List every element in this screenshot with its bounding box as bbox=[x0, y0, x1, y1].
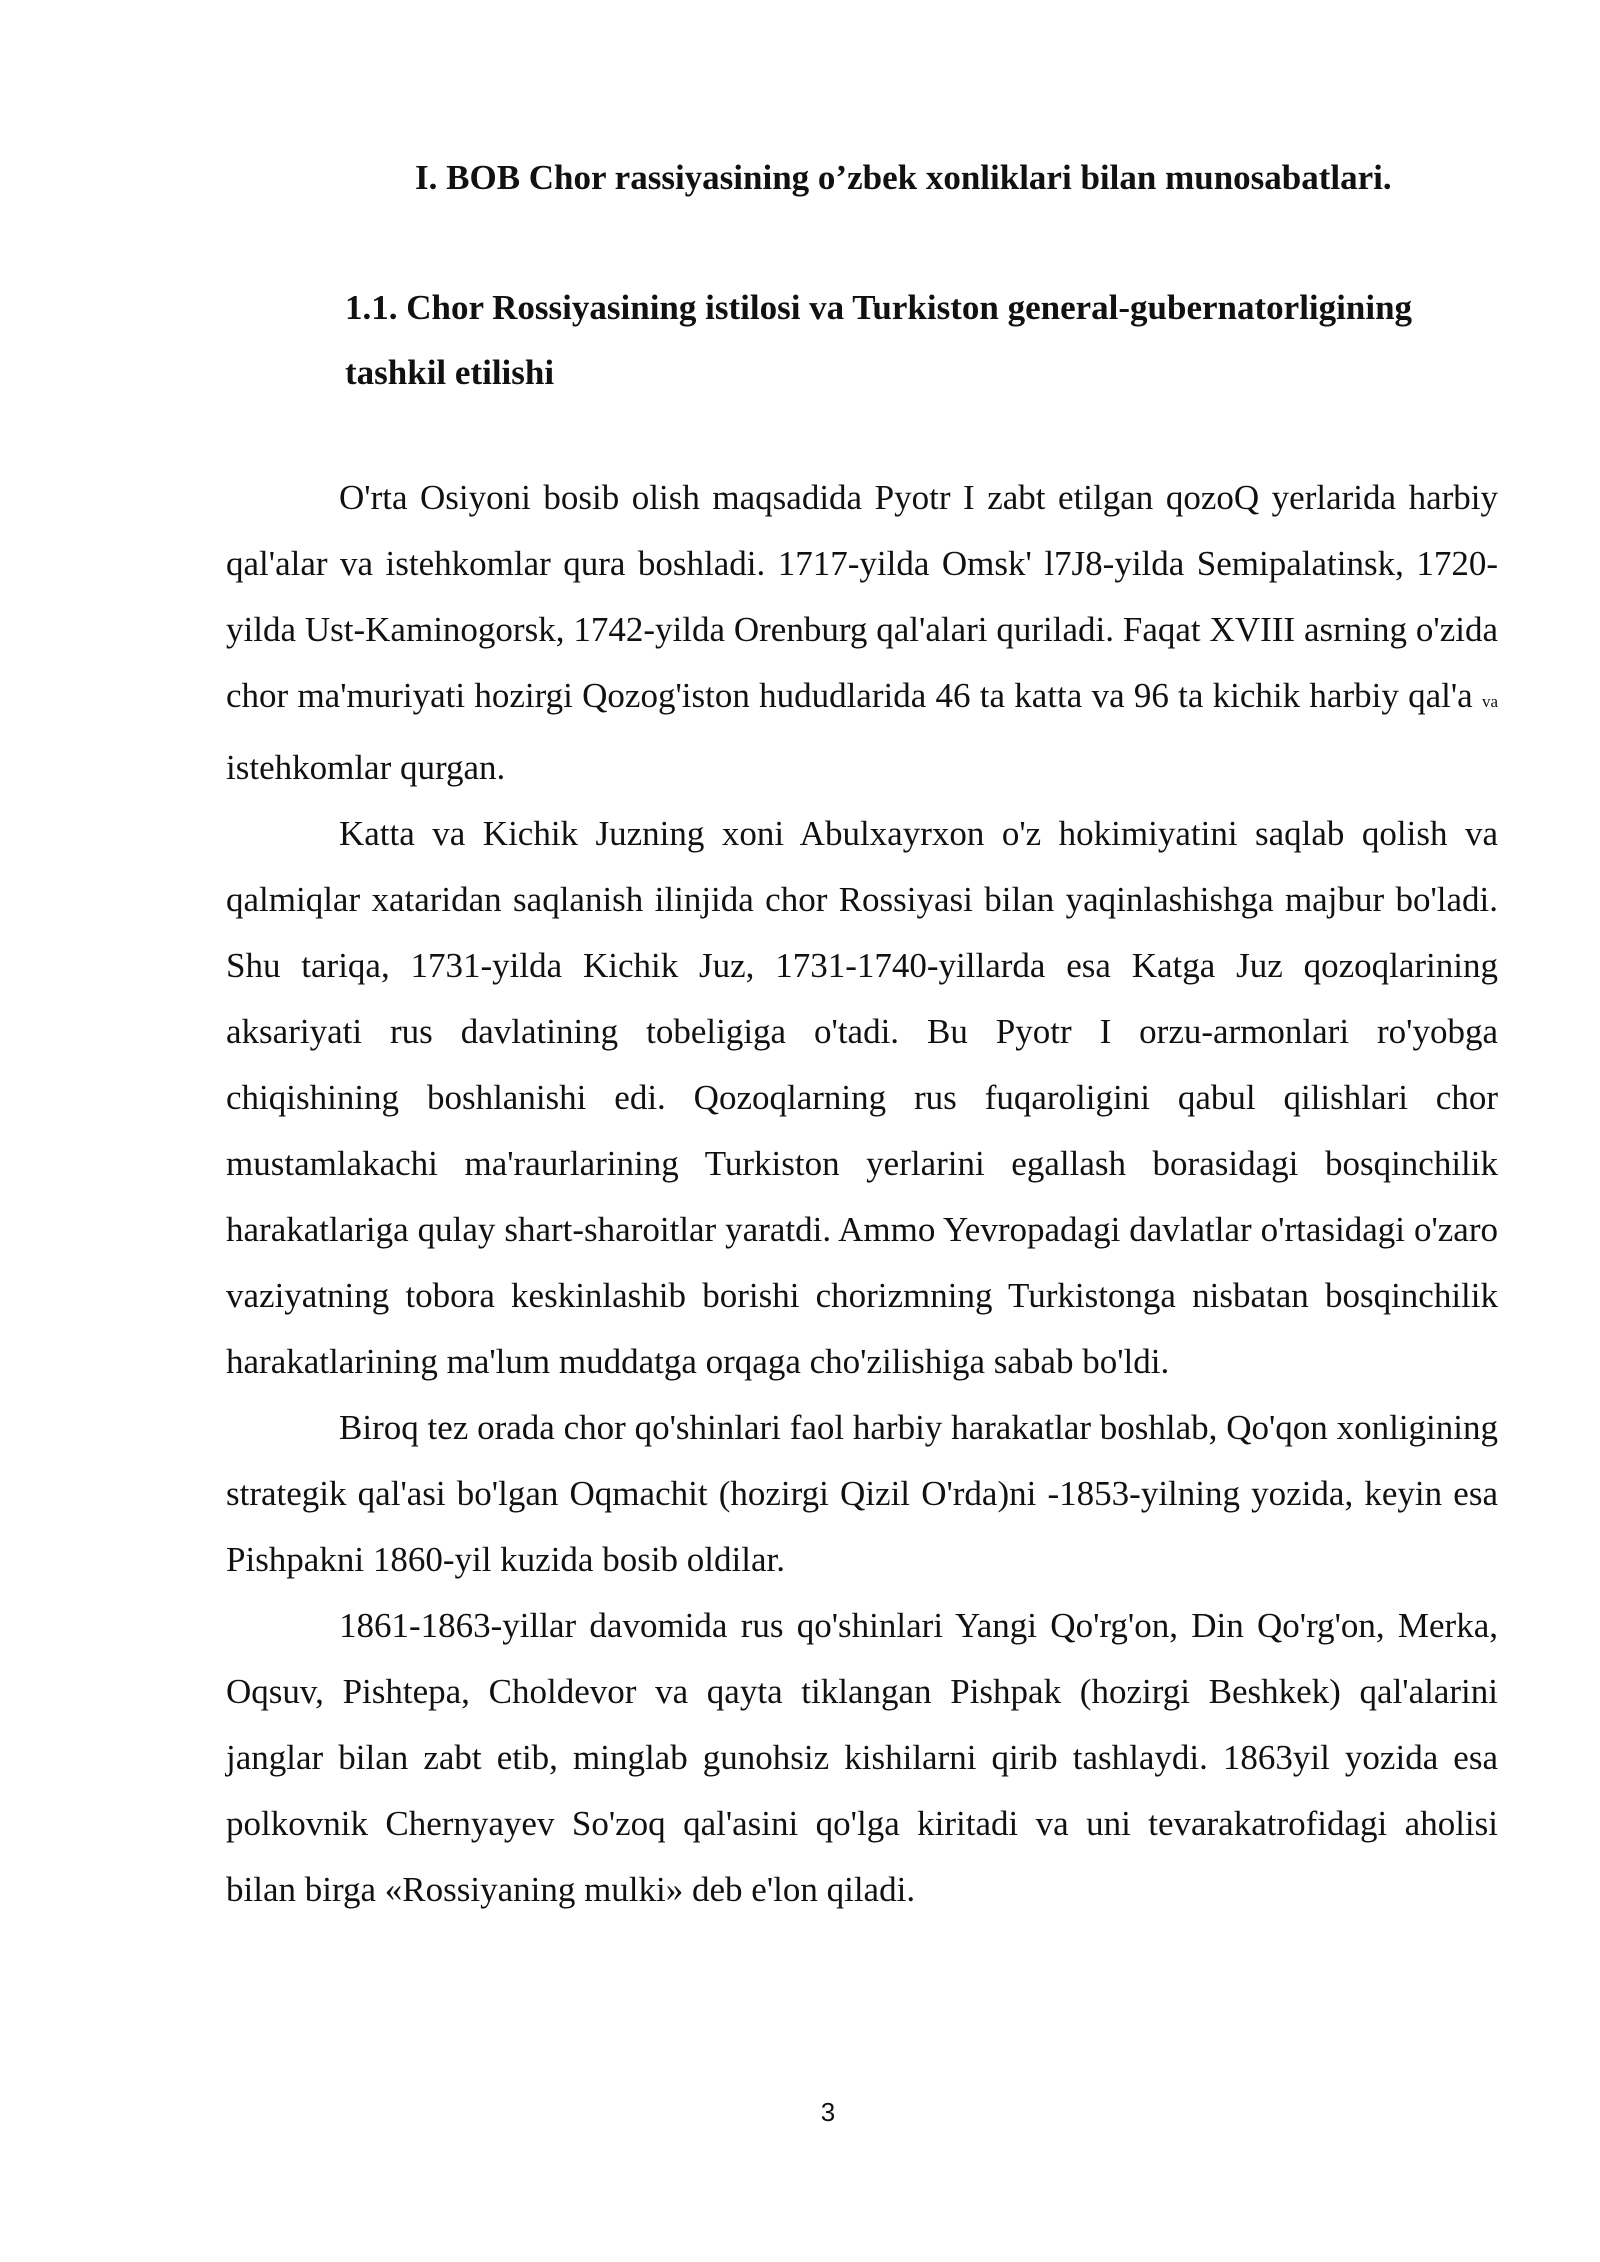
paragraph-1-text-start: O'rta Osiyoni bosib olish maqsadida Pyotr I zabt etilgan qozoQ yerlarida harbiy qal'alar va istehkomlar qura boshladi. 1717-yilda Omsk' l7J8-yilda Semipalatinsk, 1720-yilda Ust-Kaminogorsk, 1742-yilda Orenburg qal'alari quriladi. Faqat XVIII asrning o'zida chor ma'muriyati hozirgi Qozog'iston hududlarida 46 ta katta va 96 ta kichik harbiy qal'a bbox=[226, 478, 1498, 715]
page-number: 3 bbox=[820, 2097, 836, 2127]
body-text bbox=[226, 465, 1498, 1923]
section-title: 1.1. Chor Rossiyasining istilosi va Turkiston general-gubernatorligining tashkil etilishi bbox=[345, 288, 1413, 392]
chapter-title: I. BOB Chor rassiyasining o’zbek xonliklari bilan munosabatlari. bbox=[415, 158, 1392, 197]
paragraph-1-small-va: va bbox=[1481, 692, 1498, 711]
paragraph-4: 1861-1863-yillar davomida rus qo'shinlari Yangi Qo'rg'on, Din Qo'rg'on, Merka, Oqsuv, Pishtepa, Choldevor va qayta tiklangan Pishpak (hozirgi Beshkek) qal'alarini janglar bilan zabt etib, minglab gunohsiz kishilarni qirib tashlaydi. 1863yil yozida esa polkovnik Chernyayev So'zoq qal'asini qo'lga kiritadi va uni tevarakatrofidagi aholisi bilan birga «Rossiyaning mulki» deb e'lon qiladi. bbox=[226, 1606, 1498, 1909]
paragraph-1-text-end: istehkomlar qurgan. bbox=[226, 748, 506, 787]
paragraph-3: Biroq tez orada chor qo'shinlari faol harbiy harakatlar boshlab, Qo'qon xonligining strategik qal'asi bo'lgan Oqmachit (hozirgi Qizil O'rda)ni -1853-yilning yozida, keyin esa Pishpakni 1860-yil kuzida bosib oldilar. bbox=[226, 1408, 1498, 1579]
paragraph-1 bbox=[226, 465, 1498, 801]
paragraph-2: Katta va Kichik Juzning xoni Abulxayrxon o'z hokimiyatini saqlab qolish va qalmiqlar xataridan saqlanish ilinjida chor Rossiyasi bilan yaqinlashishga majbur bo'ladi. Shu tariqa, 1731-yilda Kichik Juz, 1731-1740-yillarda esa Katga Juz qozoqlarining aksariyati rus davlatining tobeligiga o'tadi. Bu Pyotr I orzu-armonlari ro'yobga chiqishining boshlanishi edi. Qozoqlarning rus fuqaroligini qabul qilishlari chor mustamlakachi ma'raurlarining Turkiston yerlarini egallash borasidagi bosqinchilik harakatlariga qulay shart-sharoitlar yaratdi. Ammo Yevropadagi davlatlar o'rtasidagi o'zaro vaziyatning tobora keskinlashib borishi chorizmning Turkistonga nisbatan bosqinchilik harakatlarining ma'lum muddatga orqaga cho'zilishiga sabab bo'ldi. bbox=[226, 814, 1498, 1381]
